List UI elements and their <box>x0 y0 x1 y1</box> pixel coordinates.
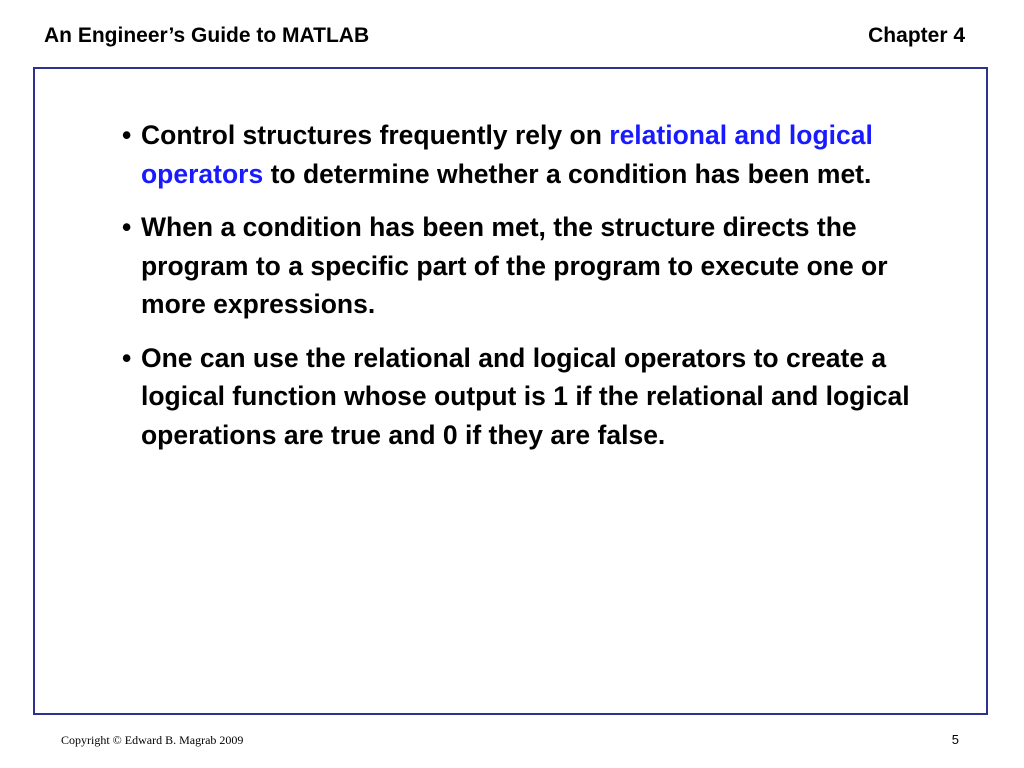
bullet-item-condition-met <box>120 208 950 324</box>
copyright-notice: Copyright © Edward B. Magrab 2009 <box>61 733 244 747</box>
page-number: 5 <box>951 732 959 747</box>
highlighted-term: relational and logical operators <box>141 120 873 189</box>
bullet-text: When a condition has been met, the structure directs the program to a specific part of the program to execute one or more expressions. <box>141 212 888 319</box>
bullet-marker: • <box>122 342 132 373</box>
bullet-text-end: to determine whether a condition has been met. <box>263 158 872 189</box>
bullet-marker: • <box>122 212 132 242</box>
bullet-text-start: Control structures frequently rely on <box>141 120 610 150</box>
bullet-text: One can use the relational and logical operators to create a logical function whose output is 1 if the relational and logical operations are true and 0 if they are false. <box>141 342 910 450</box>
bullet-item-logical-function <box>120 339 950 455</box>
bullet-list <box>120 116 950 469</box>
bullet-marker: • <box>122 120 132 150</box>
slide-header-title: An Engineer’s Guide to MATLAB <box>44 24 370 47</box>
bullet-item-control-structures <box>120 116 950 193</box>
chapter-label: Chapter 4 <box>868 24 965 47</box>
